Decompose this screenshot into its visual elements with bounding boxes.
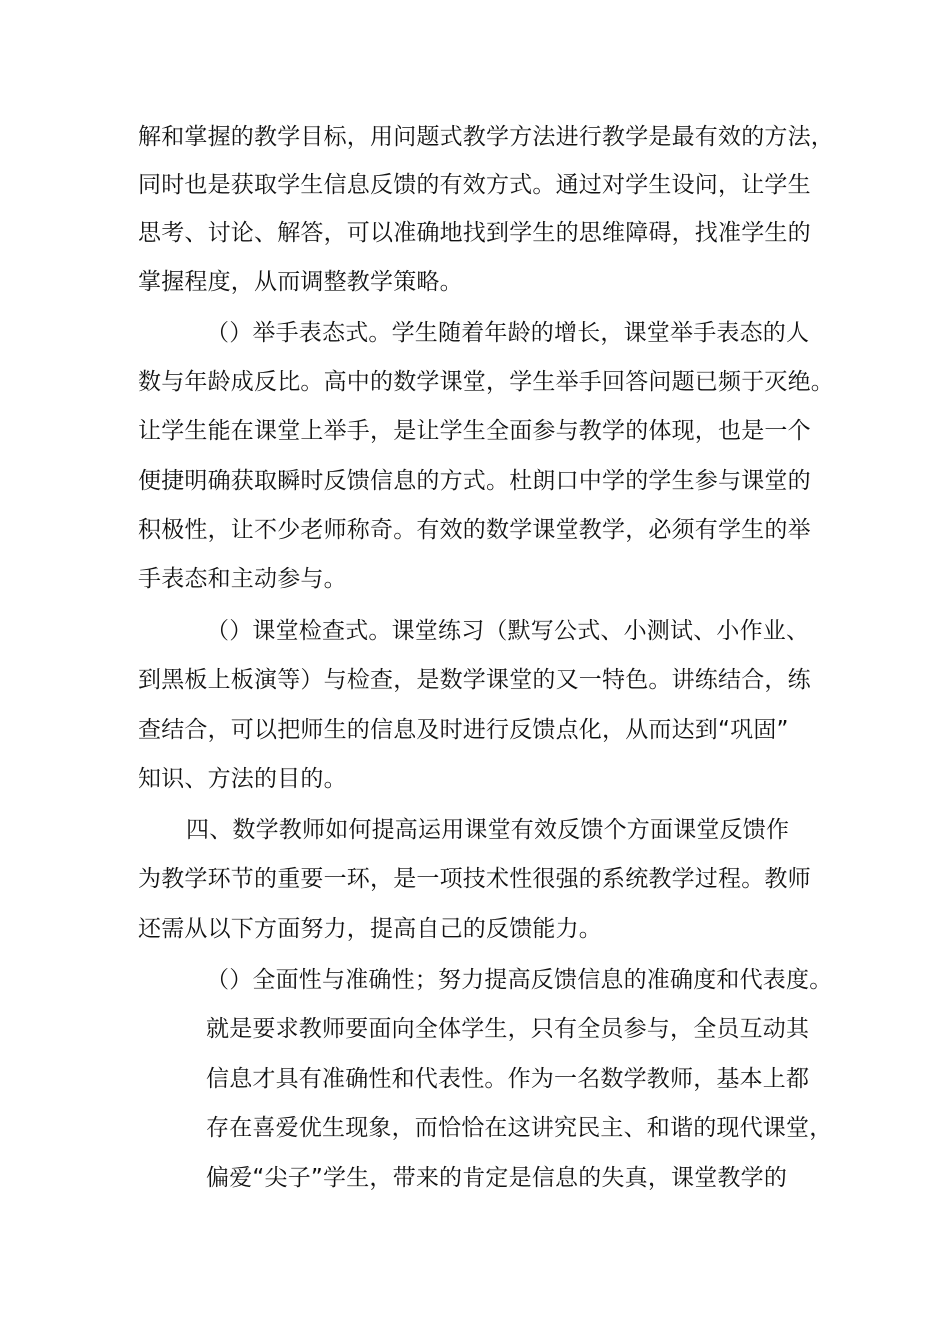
text-line: 查结合，可以把师生的信息及时进行反馈点化，从而达到“巩固” xyxy=(138,717,789,743)
text-line: （）举手表态式。学生随着年龄的增长，课堂举手表态的人 xyxy=(206,320,810,346)
text-line: 知识、方法的目的。 xyxy=(138,766,347,792)
text-line: 信息才具有准确性和代表性。作为一名数学教师，基本上都 xyxy=(206,1066,810,1092)
text-line: 偏爱“尖子”学生，带来的肯定是信息的失真，课堂教学的 xyxy=(206,1165,788,1191)
text-line: 同时也是获取学生信息反馈的有效方式。通过对学生设问，让学生 xyxy=(138,172,811,198)
text-line: 到黑板上板演等）与检查，是数学课堂的又一特色。讲练结合，练 xyxy=(138,667,811,693)
text-line: （）全面性与准确性；努力提高反馈信息的准确度和代表度。 xyxy=(206,967,833,993)
text-line: 让学生能在课堂上举手，是让学生全面参与教学的体现，也是一个 xyxy=(138,418,811,444)
text-line: 就是要求教师要面向全体学生，只有全员参与，全员互动其 xyxy=(206,1016,810,1042)
text-line: 解和掌握的教学目标，用问题式教学方法进行教学是最有效的方法， xyxy=(138,124,834,150)
text-line: 存在喜爱优生现象，而恰恰在这讲究民主、和谐的现代课堂， xyxy=(206,1115,833,1141)
text-line: 数与年龄成反比。高中的数学课堂，学生举手回答问题已频于灭绝。 xyxy=(138,369,834,395)
text-line: 便捷明确获取瞬时反馈信息的方式。杜朗口中学的学生参与课堂的 xyxy=(138,468,811,494)
text-line: （）课堂检查式。课堂练习（默写公式、小测试、小作业、 xyxy=(206,618,810,644)
section-heading: 四、数学教师如何提高运用课堂有效反馈个方面课堂反馈作 xyxy=(186,817,790,843)
text-line: 为教学环节的重要一环，是一项技术性很强的系统教学过程。教师 xyxy=(138,866,811,892)
text-line: 还需从以下方面努力，提高自己的反馈能力。 xyxy=(138,916,602,942)
text-line: 掌握程度，从而调整教学策略。 xyxy=(138,269,463,295)
text-line: 思考、讨论、解答，可以准确地找到学生的思维障碍，找准学生的 xyxy=(138,220,811,246)
text-line: 积极性，让不少老师称奇。有效的数学课堂教学，必须有学生的举 xyxy=(138,517,811,543)
text-line: 手表态和主动参与。 xyxy=(138,566,347,592)
